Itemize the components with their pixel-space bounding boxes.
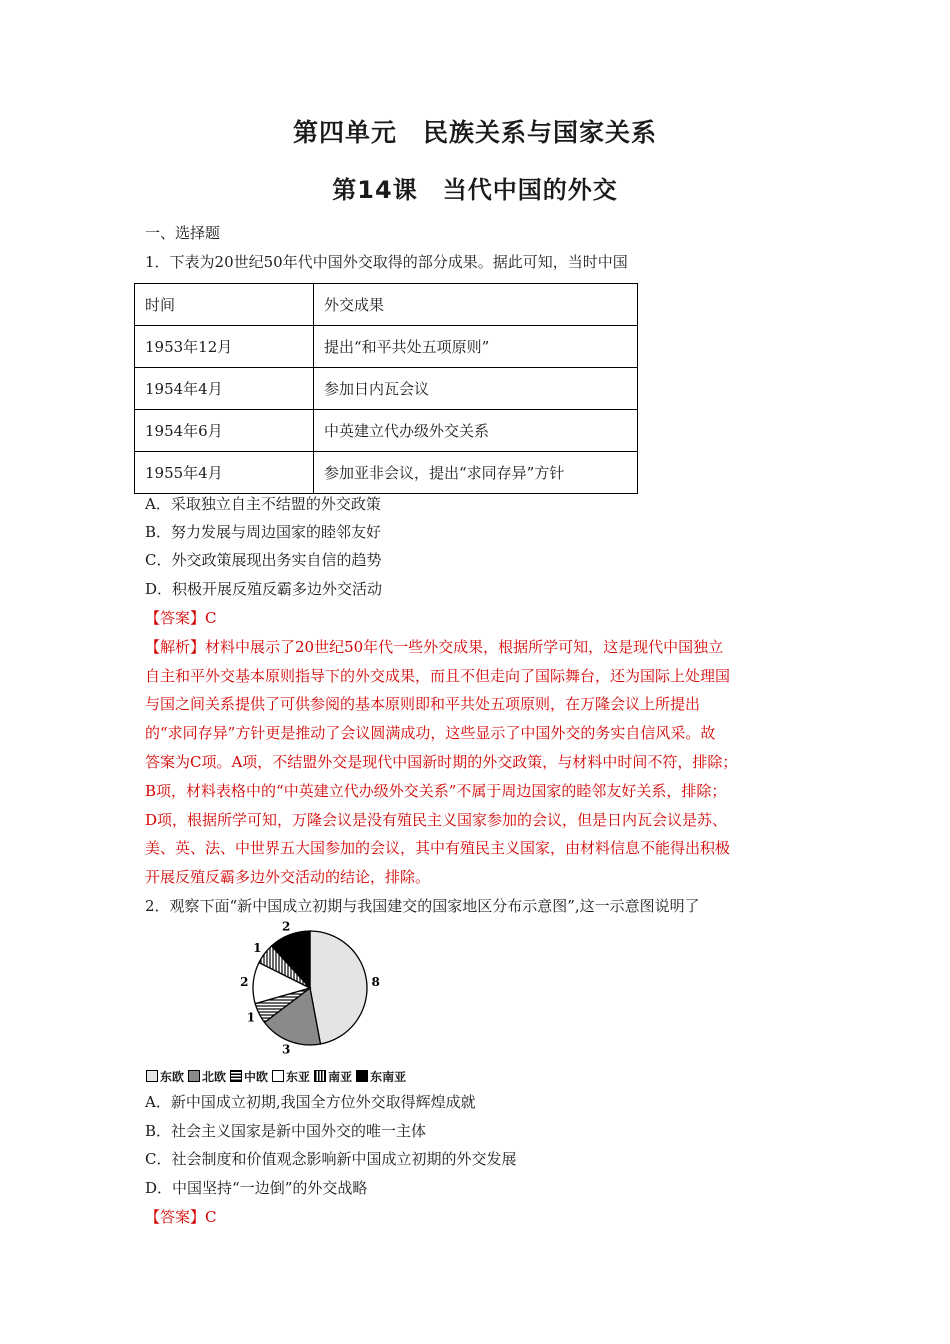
table-cell: 1955年4月 xyxy=(135,452,314,494)
q1-option-c: C．外交政策展现出务实自信的趋势 xyxy=(145,551,382,569)
section-label: 一、选择题 xyxy=(145,224,221,242)
table-row xyxy=(135,452,638,494)
legend-label: 东南亚 xyxy=(370,1069,407,1084)
table-cell: 中英建立代办级外交关系 xyxy=(314,410,638,452)
legend-item xyxy=(314,1068,352,1085)
table-row xyxy=(135,368,638,410)
q2-option-d: D．中国坚持“一边倒”的外交战略 xyxy=(145,1179,368,1197)
legend-swatch xyxy=(188,1070,200,1082)
pie-value-label: 2 xyxy=(281,919,291,934)
table-cell: 1953年12月 xyxy=(135,326,314,368)
legend-swatch xyxy=(356,1070,368,1082)
legend-item xyxy=(356,1068,406,1085)
legend-swatch xyxy=(146,1070,158,1082)
unit-title: 第四单元 民族关系与国家关系 xyxy=(292,118,657,147)
table-cell: 提出“和平共处五项原则” xyxy=(314,326,638,368)
q2-option-c: C．社会制度和价值观念影响新中国成立初期的外交发展 xyxy=(145,1150,517,1168)
table-cell: 参加日内瓦会议 xyxy=(314,368,638,410)
q1-analysis-line: D项，根据所学可知，万隆会议是没有殖民主义国家参加的会议，但是日内瓦会议是苏、 xyxy=(145,811,728,829)
pie-value-label: 8 xyxy=(371,974,380,989)
q1-option-a: A．采取独立自主不结盟的外交政策 xyxy=(145,495,381,513)
table-cell: 1954年4月 xyxy=(135,368,314,410)
legend-label: 中欧 xyxy=(244,1069,269,1084)
pie-value-label: 2 xyxy=(240,974,249,989)
achievements-table xyxy=(134,283,638,494)
legend-label: 东亚 xyxy=(286,1069,311,1084)
table-header-row xyxy=(135,284,638,326)
pie-value-label: 1 xyxy=(253,941,262,956)
q1-analysis-line: 【解析】材料中展示了20世纪50年代一些外交成果，根据所学可知，这是现代中国独立 xyxy=(145,638,724,656)
q1-answer: 【答案】C xyxy=(145,609,217,627)
pie-chart xyxy=(236,918,386,1058)
q1-analysis-line: 自主和平外交基本原则指导下的外交成果，而且不但走向了国际舞台，还为国际上处理国 xyxy=(145,667,731,685)
legend-label: 东欧 xyxy=(160,1069,185,1084)
legend-swatch xyxy=(314,1070,326,1082)
legend-swatch xyxy=(272,1070,284,1082)
legend-label: 北欧 xyxy=(202,1069,227,1084)
q1-option-d: D．积极开展反殖反霸多边外交活动 xyxy=(145,580,383,598)
q1-analysis-line: 美、英、法、中世界五大国参加的会议，其中有殖民主义国家，由材料信息不能得出积极 xyxy=(145,839,731,857)
q1-option-b: B．努力发展与周边国家的睦邻友好 xyxy=(145,523,382,541)
q2-option-b: B．社会主义国家是新中国外交的唯一主体 xyxy=(145,1122,427,1140)
q1-analysis-line: 开展反殖反霸多边外交活动的结论，排除。 xyxy=(145,868,431,886)
q1-analysis-line: B项，材料表格中的“中英建立代办级外交关系”不属于周边国家的睦邻友好关系，排除； xyxy=(145,782,727,800)
q2-stem: 2．观察下面“新中国成立初期与我国建交的国家地区分布示意图”,这一示意图说明了 xyxy=(145,897,700,915)
legend-label: 南亚 xyxy=(328,1069,353,1084)
legend-item xyxy=(272,1068,310,1085)
legend-item xyxy=(230,1068,268,1085)
lesson-title: 第14课 当代中国的外交 xyxy=(332,176,618,204)
pie-slice-东欧 xyxy=(310,931,367,1044)
table-header-cell: 外交成果 xyxy=(314,284,638,326)
table-cell: 1954年6月 xyxy=(135,410,314,452)
table-row xyxy=(135,410,638,452)
pie-value-label: 1 xyxy=(246,1010,256,1025)
q1-analysis-line: 的“求同存异”方针更是推动了会议圆满成功，这些显示了中国外交的务实自信风采。故 xyxy=(145,724,716,742)
table-header-cell: 时间 xyxy=(135,284,314,326)
table-row xyxy=(135,326,638,368)
chart-legend xyxy=(146,1067,410,1085)
legend-item xyxy=(188,1068,226,1085)
q2-option-a: A．新中国成立初期,我国全方位外交取得辉煌成就 xyxy=(145,1093,476,1111)
legend-swatch xyxy=(230,1070,242,1082)
q1-analysis-line: 答案为C项。A项，不结盟外交是现代中国新时期的外交政策，与材料中时间不符，排除； xyxy=(145,753,738,771)
pie-value-label: 3 xyxy=(281,1042,291,1057)
legend-item xyxy=(146,1068,184,1085)
q1-stem: 1．下表为20世纪50年代中国外交取得的部分成果。据此可知，当时中国 xyxy=(145,253,628,271)
q2-answer: 【答案】C xyxy=(145,1208,217,1226)
table-cell: 参加亚非会议，提出“求同存异”方针 xyxy=(314,452,638,494)
q1-analysis-line: 与国之间关系提供了可供参阅的基本原则即和平共处五项原则，在万隆会议上所提出 xyxy=(145,695,701,713)
